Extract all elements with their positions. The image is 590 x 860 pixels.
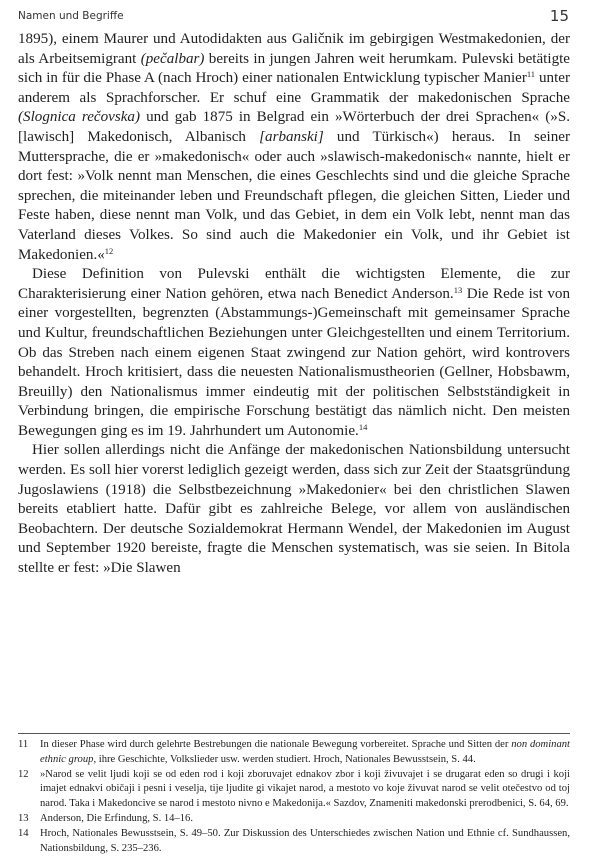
footnote-number: 12	[18, 768, 29, 780]
footnote-divider	[18, 733, 570, 734]
italic-term: (pečalbar)	[140, 50, 205, 67]
footnote	[18, 738, 570, 768]
footnote-number: 14	[18, 827, 29, 839]
footnote	[18, 768, 570, 812]
footnote	[18, 812, 570, 827]
footnote-text: Hroch, Nationales Bewusstsein, S. 49–50. Zur Diskussion des Unterschiedes zwischen Nation und Ethnie cf. Sundhaussen, Nationsbildung, S. 235–236.	[40, 827, 570, 854]
paragraph-2: Diese Definition von Pulevski enthält die wichtigsten Elemente, die zur Charakterisierung einer Nation gehören, etwa nach Benedict Anderson.$^{13}$ Die Rede ist von einer vorgestellten, begrenzten (Abstammungs-)Gemeinschaft mit gemeinsamer Sprache und Kultur, freundschaftlichen Beziehungen unter Gleichgestellten und einem Territorium. Ob das Streben nach einem eigenen Staat zwingend zur Nation gehört, wird kontrovers behandelt. Hroch kritisiert, dass die neuesten Nationalismustheorien (Gellner, Hobsbawm, Breuilly) den Nationalismus immer eindeutig mit der politischen Selbstständigkeit in Verbindung bringen, die empirische Forschung bestätigt das nämlich nicht. Den meisten Bewegungen ging es im 19. Jahrhundert um Autonomie.$^{14}$	[18, 266, 570, 439]
footnote-ref[interactable]: 13	[453, 284, 463, 295]
footnote-text: Anderson, Die Erfindung, S. 14–16.	[40, 812, 194, 824]
running-head: Namen und Begriffe	[18, 10, 124, 22]
italic-term: non dominant ethnic group	[40, 739, 570, 765]
footnote-ref[interactable]: 14	[358, 421, 368, 432]
italic-term: [arbanski]	[259, 128, 324, 145]
page-number: 15	[549, 7, 569, 25]
footnotes	[18, 738, 570, 856]
paragraph-1: 1895), einem Maurer und Autodidakten aus Galičnik im gebirgigen Westmakedonien, der als Arbeitsemigrant (pečalbar) bereits in jungen Jahren weit herumkam. Pulevski betätigte sich in für die Phase A (nach Hroch) einer nationalen Entwicklung typischer Manier$^{11}$ unter anderem als Sprachforscher. Er schuf eine Grammatik der makedonischen Sprache (Slognica rečovska) und gab 1875 in Belgrad ein »Wörterbuch der drei Sprachen« (»S.[lawisch] Makedonisch, Albanisch [arbanski] und Türkisch«) heraus. In seiner Muttersprache, die er »makedonisch« oder auch »slawisch-makedonisch« nannte, hielt er dort fest: »Volk nennt man Menschen, die eines Geschlechts sind und die gleiche Sprache sprechen, die miteinander leben und Freundschaft pflegen, die gleichen Sitten, Lieder und Feste haben, diese nennt man Volk, und das Gebiet, in dem ein Volk lebt, nennt man das Vaterland dieses Volkes. So sind auch die Makedonier ein Volk, und ihr Gebiet ist Makedonien.«$^{12}$	[18, 31, 571, 263]
footnote	[18, 827, 570, 857]
paragraph-3: Hier sollen allerdings nicht die Anfänge der makedonischen Nationsbildung untersucht werden. Es soll hier vorerst lediglich gezeigt werden, dass sich zur Zeit der Staatsgründung Jugoslawiens (1918) die Selbstbezeichnung »Makedonier« bei den christlichen Slawen bereits etabliert hatte. Dafür gibt es zahlreiche Belege, vor allem von ausländischen Beobachtern. Der deutsche Sozialdemokrat Hermann Wendel, der Makedonien im August und September 1920 bereiste, fragte die Menschen systematisch, was sie seien. In Bitola stellte er fest: »Die Slawen	[18, 442, 570, 577]
body-text	[18, 30, 570, 579]
footnote-text: »Narod se velit ljudi koji se od eden rod i koji zboruvajet ednakov zbor i koji živuvajet i se drugarat eden so drugi i koji imajet ednakvi običaji i pesni i veselja, tije ljudite gi vikajet narod, a mestoto vo koje živuvat narod se velit otečestvo od toj narod. Taka i Makedoncive se narod i mestoto nivno e Makedonija.« Sazdov, Znameniti makedonski prerodbenici, S. 64, 69.	[40, 768, 570, 810]
italic-term: (Slognica rečovska)	[18, 109, 141, 126]
footnote-number: 11	[18, 739, 29, 750]
footnote-ref[interactable]: 12	[104, 245, 114, 256]
footnote-ref[interactable]: 11	[526, 69, 536, 80]
footnote-text: In dieser Phase wird durch gelehrte Bestrebungen die nationale Bewegung vorbereitet. Sprache und Sitten der non dominant ethnic group, ihre Geschichte, Volkslieder usw. werden studiert. Hroch, Nationales Bewusstsein, S. 44.	[40, 739, 570, 765]
footnote-number: 13	[18, 812, 29, 824]
